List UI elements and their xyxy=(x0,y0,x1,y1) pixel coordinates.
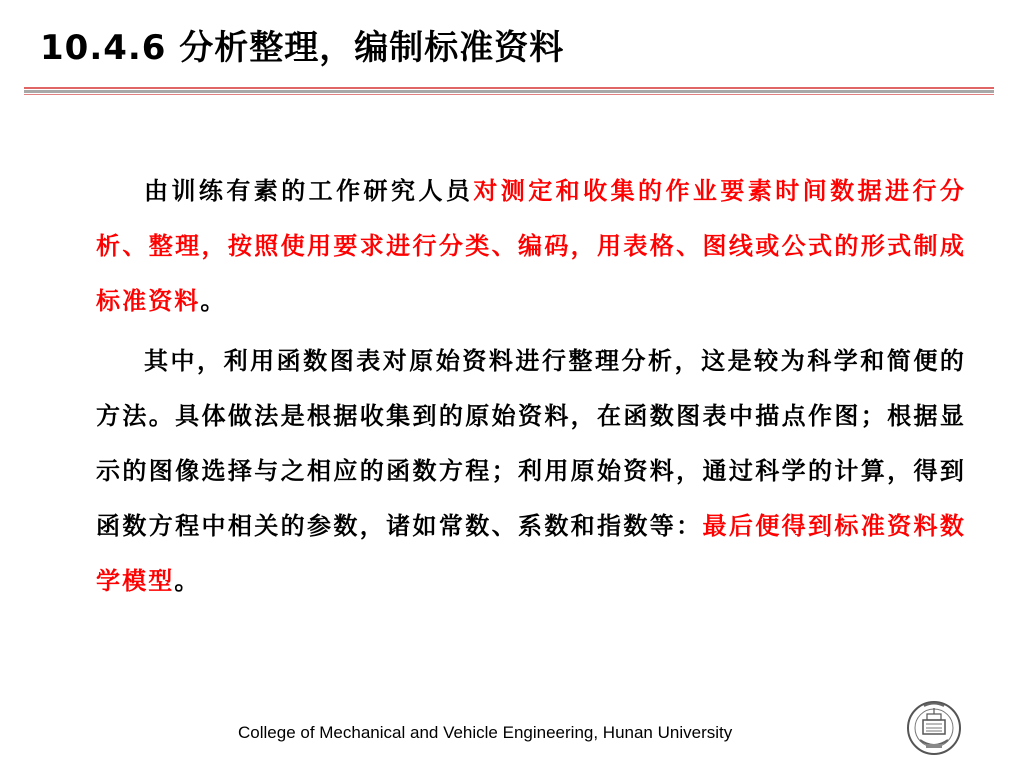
divider-gray-line xyxy=(24,90,994,93)
footer-institution: College of Mechanical and Vehicle Engineering, Hunan University xyxy=(238,723,733,742)
divider-red-top-line xyxy=(24,87,994,89)
paragraph-1-highlight: 对测定和收集的作业要素时间数据进行分析、整理，按照使用要求进行分类、编码，用表格、图线或公式的形式制成标准资料 xyxy=(96,177,966,315)
body-text xyxy=(96,164,966,609)
title-divider xyxy=(24,87,994,96)
paragraph-2 xyxy=(96,334,966,609)
slide-title: 10.4.6 分析整理，编制标准资料 xyxy=(40,28,565,68)
paragraph-2-end: 。 xyxy=(174,567,201,595)
paragraph-2-text: 其中，利用函数图表对原始资料进行整理分析，这是较为科学和简便的方法。具体做法是根据收集到的原始资料，在函数图表中描点作图；根据显示的图像选择与之相应的函数方程；利用原始资料，通过科学的计算，得到函数方程中相关的参数，诸如常数、系数和指数等： xyxy=(96,347,966,540)
paragraph-1-intro: 由训练有素的工作研究人员 xyxy=(144,177,474,205)
divider-red-bottom-line xyxy=(24,94,994,95)
university-seal-icon xyxy=(906,698,962,758)
paragraph-1-end: 。 xyxy=(200,287,227,315)
paragraph-1 xyxy=(96,164,966,329)
paragraph-2-highlight: 最后便得到标准资料数学模型 xyxy=(96,512,966,595)
